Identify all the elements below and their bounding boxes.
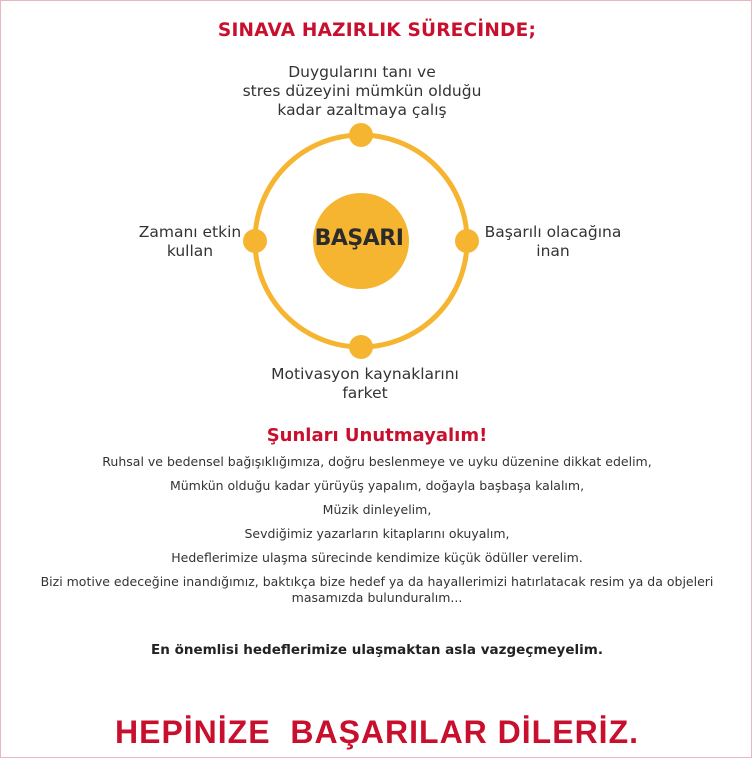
label-motivation: Motivasyon kaynaklarını farket (271, 365, 459, 402)
list-item: Sevdiğimiz yazarların kitaplarını okuyalım, (244, 526, 510, 541)
page-title: SINAVA HAZIRLIK SÜRECİNDE; (217, 20, 537, 41)
node-bottom (349, 335, 373, 359)
list-item: Ruhsal ve bedensel bağışıklığımıza, doğru beslenmeye ve uyku düzenine dikkat edelim, (102, 454, 652, 469)
node-right (455, 229, 479, 253)
label-belief: Başarılı olacağına inan (484, 223, 622, 260)
label-time: Zamanı etkin kullan (138, 223, 242, 260)
list-item: Bizi motive edeceğine inandığımız, baktıkça bize hedef ya da hayallerimizi hatırlatacak resim ya da objeleri masamızda bulunduralım... (40, 574, 714, 605)
list-item: Mümkün olduğu kadar yürüyüş yapalım, doğayla başbaşa kalalım, (169, 478, 585, 493)
node-top (349, 123, 373, 147)
list-item: Hedeflerimize ulaşma sürecinde kendimize küçük ödüller verelim. (171, 550, 583, 565)
list-item: Müzik dinleyelim, (322, 502, 432, 517)
important-note: En önemlisi hedeflerimize ulaşmaktan asla vazgeçmeyelim. (151, 642, 603, 658)
center-label: BAŞARI (314, 226, 404, 251)
closing-message: HEPİNİZE BAŞARILAR DİLERİZ. (114, 714, 639, 750)
label-emotions: Duygularını tanı ve stres düzeyini mümkün olduğu kadar azaltmaya çalış (242, 63, 482, 119)
reminders-list (22, 454, 732, 614)
reminders-title: Şunları Unutmayalım! (266, 425, 488, 446)
